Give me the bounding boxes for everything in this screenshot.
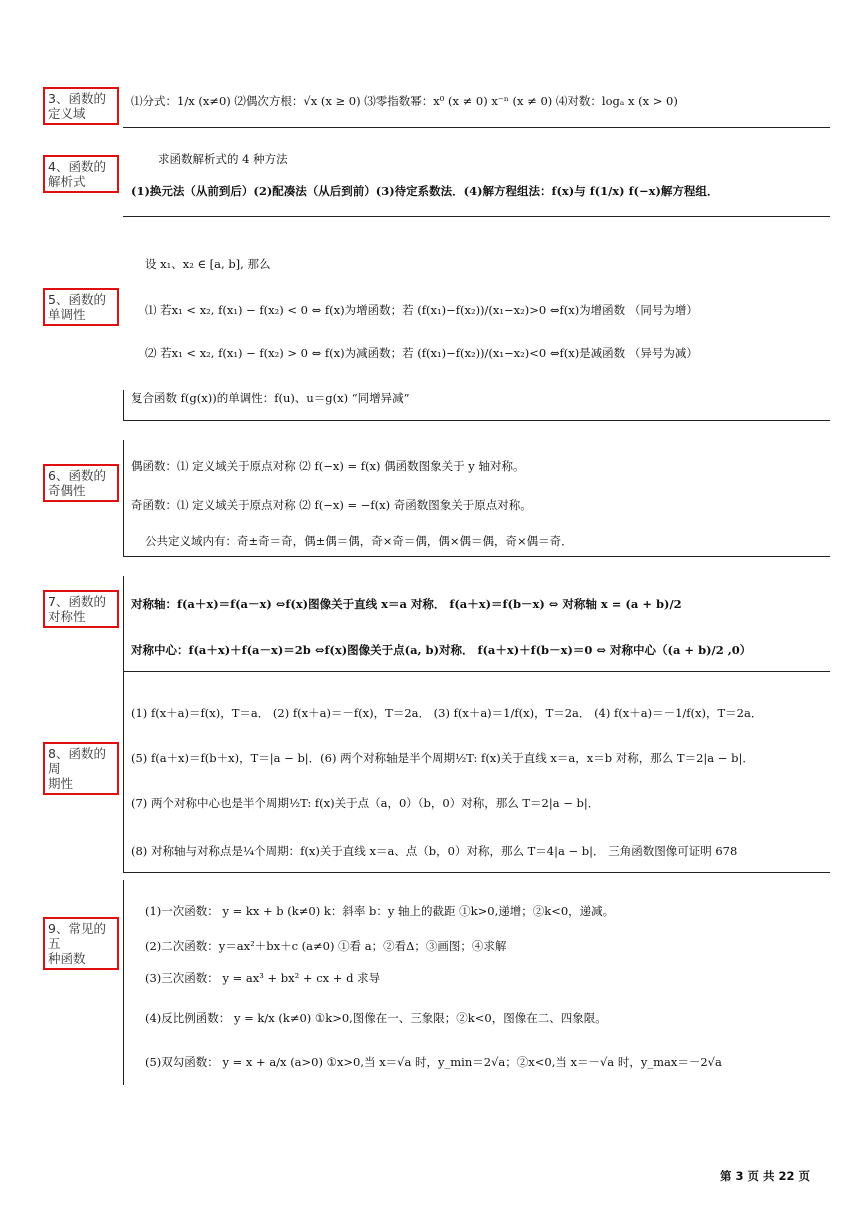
- periodicity-rule-5-6: (5) f(a＋x)＝f(b＋x)，T＝|a − b|．(6) 两个对称轴是半个周期½T: f(x)关于直线 x＝a，x＝b 对称，那么 T＝2|a − b|．: [131, 751, 754, 765]
- symmetry-center: 对称中心：f(a＋x)＋f(a－x)＝2b ⇔f(x)图像关于点(a, b)对称． f(a＋x)＋f(b－x)＝0 ⇔ 对称中心（(a + b)/2 ,0）: [131, 643, 752, 657]
- cubic-function: (3)三次函数： y = ax³ + bx² + cx + d 求导: [145, 971, 381, 985]
- section-label-periodicity: 8、函数的周 期性: [43, 742, 119, 795]
- section-divider: [123, 127, 830, 128]
- section-divider: [123, 216, 830, 217]
- expression-methods-text: (1)换元法（从前到后）(2)配凑法（从后到前）(3)待定系数法．(4)解方程组法：f(x)与 f(1/x) f(−x)解方程组．: [131, 184, 719, 198]
- periodicity-rule-1-4: (1) f(x＋a)＝f(x)，T＝a． (2) f(x＋a)＝－f(x)，T＝2a． (3) f(x＋a)＝1/f(x)，T＝2a． (4) f(x＋a)＝－1/f(x)，T＝2a．: [131, 706, 763, 720]
- parity-odd: 奇函数：⑴ 定义域关于原点对称 ⑵ f(−x) = −f(x) 奇函数图象关于原点对称。: [131, 498, 532, 512]
- quadratic-function: (2)二次函数：y＝ax²＋bx＋c (a≠0) ①看 a；②看Δ；③画图；④求解: [145, 939, 507, 953]
- monotonicity-composite: 复合函数 f(g(x))的单调性：f(u)、u＝g(x) “同增异减”: [131, 391, 410, 405]
- periodicity-rule-7: (7) 两个对称中心也是半个周期½T: f(x)关于点（a，0）（b，0）对称，那么 T＝2|a − b|．: [131, 796, 600, 810]
- monotonicity-decreasing: ⑵ 若x₁ < x₂, f(x₁) − f(x₂) > 0 ⇔ f(x)为减函数；若 (f(x₁)−f(x₂))/(x₁−x₂)<0 ⇔f(x)是减函数 （异号为减）: [145, 346, 698, 360]
- monotonicity-increasing: ⑴ 若x₁ < x₂, f(x₁) − f(x₂) < 0 ⇔ f(x)为增函数；若 (f(x₁)−f(x₂))/(x₁−x₂)>0 ⇔f(x)为增函数 （同号为增）: [145, 303, 698, 317]
- section-label-parity: 6、函数的 奇偶性: [43, 464, 119, 502]
- expression-methods-heading: 求函数解析式的 4 种方法: [158, 152, 288, 166]
- domain-rules-text: ⑴分式：1/x (x≠0) ⑵偶次方根：√x (x ≥ 0) ⑶零指数幂：x⁰ (x ≠ 0) x⁻ⁿ (x ≠ 0) ⑷对数：logₐ x (x > 0): [131, 94, 678, 108]
- parity-common-domain: 公共定义域内有：奇±奇＝奇，偶±偶＝偶，奇×奇＝偶，偶×偶＝偶，奇×偶＝奇．: [145, 534, 573, 548]
- inverse-proportional-function: (4)反比例函数： y = k/x (k≠0) ①k>0,图像在一、三象限；②k<0，图像在二、四象限。: [145, 1011, 607, 1025]
- section-left-border: [123, 671, 124, 872]
- section-label-monotonicity: 5、函数的 单调性: [43, 288, 119, 326]
- section-divider: [123, 420, 830, 421]
- section-left-border: [123, 880, 124, 1085]
- double-hook-function: (5)双勾函数： y = x + a/x (a>0) ①x>0,当 x＝√a 时，y_min＝2√a；②x<0,当 x＝－√a 时，y_max＝－2√a: [145, 1055, 722, 1069]
- section-label-domain: 3、函数的 定义域: [43, 87, 119, 125]
- section-label-common-functions: 9、常见的五 种函数: [43, 917, 119, 970]
- page-number: 第 3 页 共 22 页: [719, 1169, 810, 1183]
- parity-even: 偶函数：⑴ 定义域关于原点对称 ⑵ f(−x) = f(x) 偶函数图象关于 y 轴对称。: [131, 459, 525, 473]
- section-left-border: [123, 440, 124, 556]
- linear-function: (1)一次函数： y = kx + b (k≠0) k：斜率 b：y 轴上的截距 ①k>0,递增；②k<0，递减。: [145, 904, 615, 918]
- section-label-symmetry: 7、函数的 对称性: [43, 590, 119, 628]
- section-divider: [123, 671, 830, 672]
- section-divider: [123, 872, 830, 873]
- symmetry-axis: 对称轴：f(a＋x)＝f(a－x) ⇔f(x)图像关于直线 x＝a 对称． f(a＋x)＝f(b－x) ⇔ 对称轴 x = (a + b)/2: [131, 597, 682, 611]
- section-left-border: [123, 390, 124, 420]
- section-divider: [123, 556, 830, 557]
- monotonicity-setup: 设 x₁、x₂ ∈ [a, b], 那么: [145, 257, 271, 271]
- section-label-expression: 4、函数的 解析式: [43, 155, 119, 193]
- section-left-border: [123, 576, 124, 671]
- periodicity-rule-8: (8) 对称轴与对称点是¼个周期：f(x)关于直线 x＝a、点（b，0）对称，那么 T＝4|a − b|． 三角函数图像可证明 678: [131, 844, 738, 858]
